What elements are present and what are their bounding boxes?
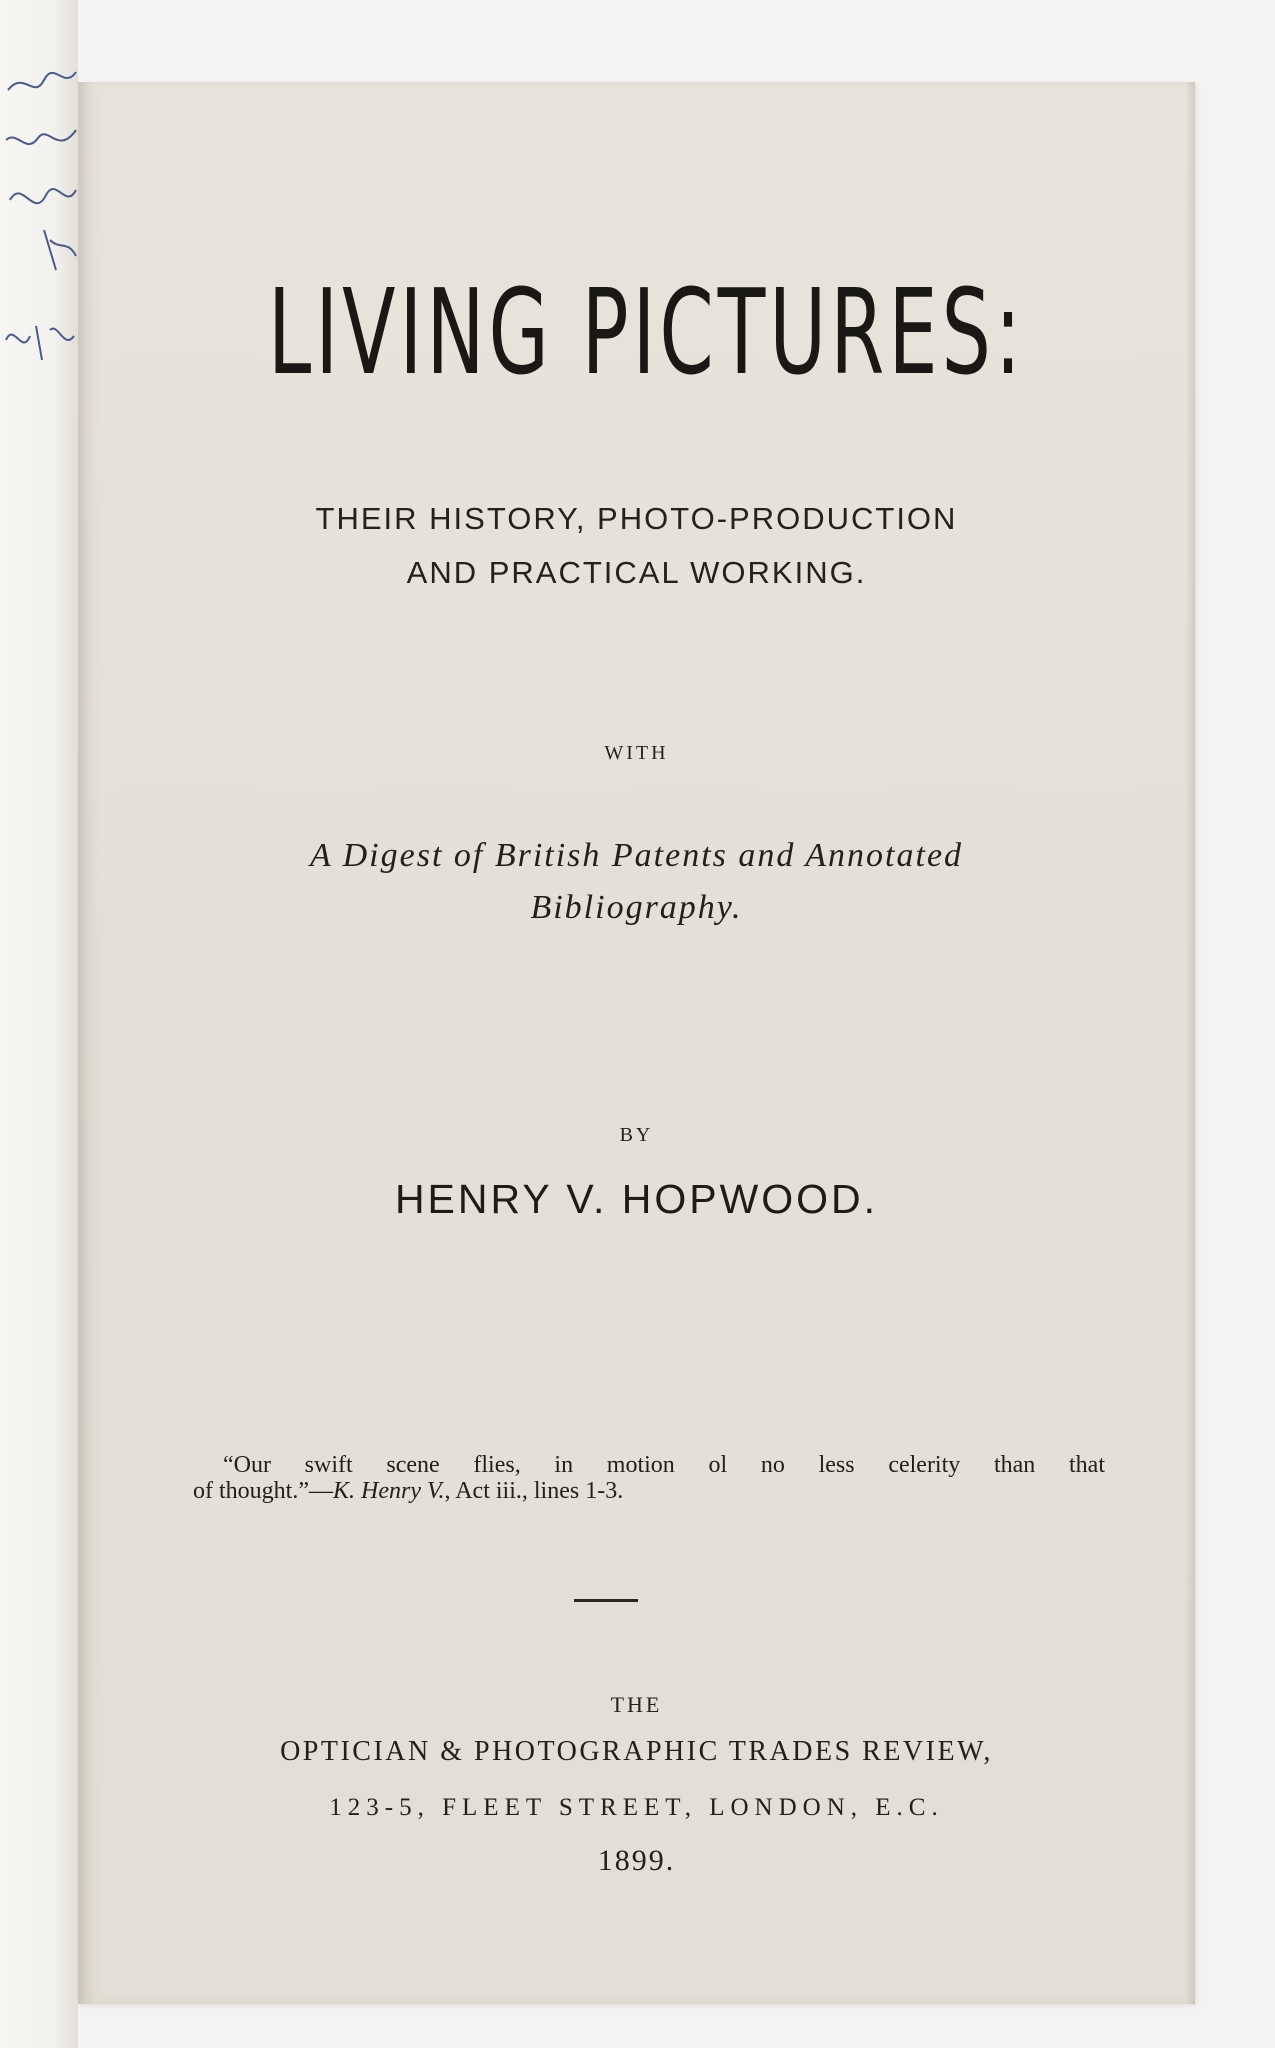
quote-line-1: “Our swift scene flies, in motion ol no less celerity than that	[223, 1452, 1105, 1478]
book-title: LIVING PICTURES:	[267, 263, 1026, 401]
handwritten-inscription-icon	[4, 60, 78, 420]
book-subtitle	[78, 492, 1195, 600]
with-label: WITH	[604, 742, 669, 764]
publisher-the: THE	[610, 1692, 663, 1717]
publication-year: 1899.	[597, 1844, 676, 1877]
endpaper	[0, 0, 78, 2048]
subtitle-line-1: THEIR HISTORY, PHOTO-PRODUCTION	[315, 501, 958, 536]
quote-source: K. Henry V.	[332, 1478, 445, 1504]
publisher-address: 123-5, FLEET STREET, LONDON, E.C.	[329, 1794, 944, 1821]
quote-line-2	[193, 1478, 1105, 1504]
subtitle-line-2: AND PRACTICAL WORKING.	[406, 555, 867, 590]
by-label: BY	[619, 1124, 654, 1146]
quote-line-2-end: , Act iii., lines 1-3.	[444, 1478, 624, 1504]
digest-line-2: Bibliography.	[530, 889, 743, 926]
author-name: HENRY V. HOPWOOD.	[394, 1176, 879, 1222]
epigraph-quote	[193, 1452, 1105, 1504]
publisher-name: OPTICIAN & PHOTOGRAPHIC TRADES REVIEW,	[280, 1736, 993, 1767]
digest-description	[78, 830, 1195, 934]
quote-line-2-start: of thought.”—	[193, 1478, 333, 1504]
divider-rule	[574, 1599, 638, 1602]
digest-line-1: A Digest of British Patents and Annotated	[309, 837, 964, 874]
title-leaf	[78, 82, 1195, 2004]
